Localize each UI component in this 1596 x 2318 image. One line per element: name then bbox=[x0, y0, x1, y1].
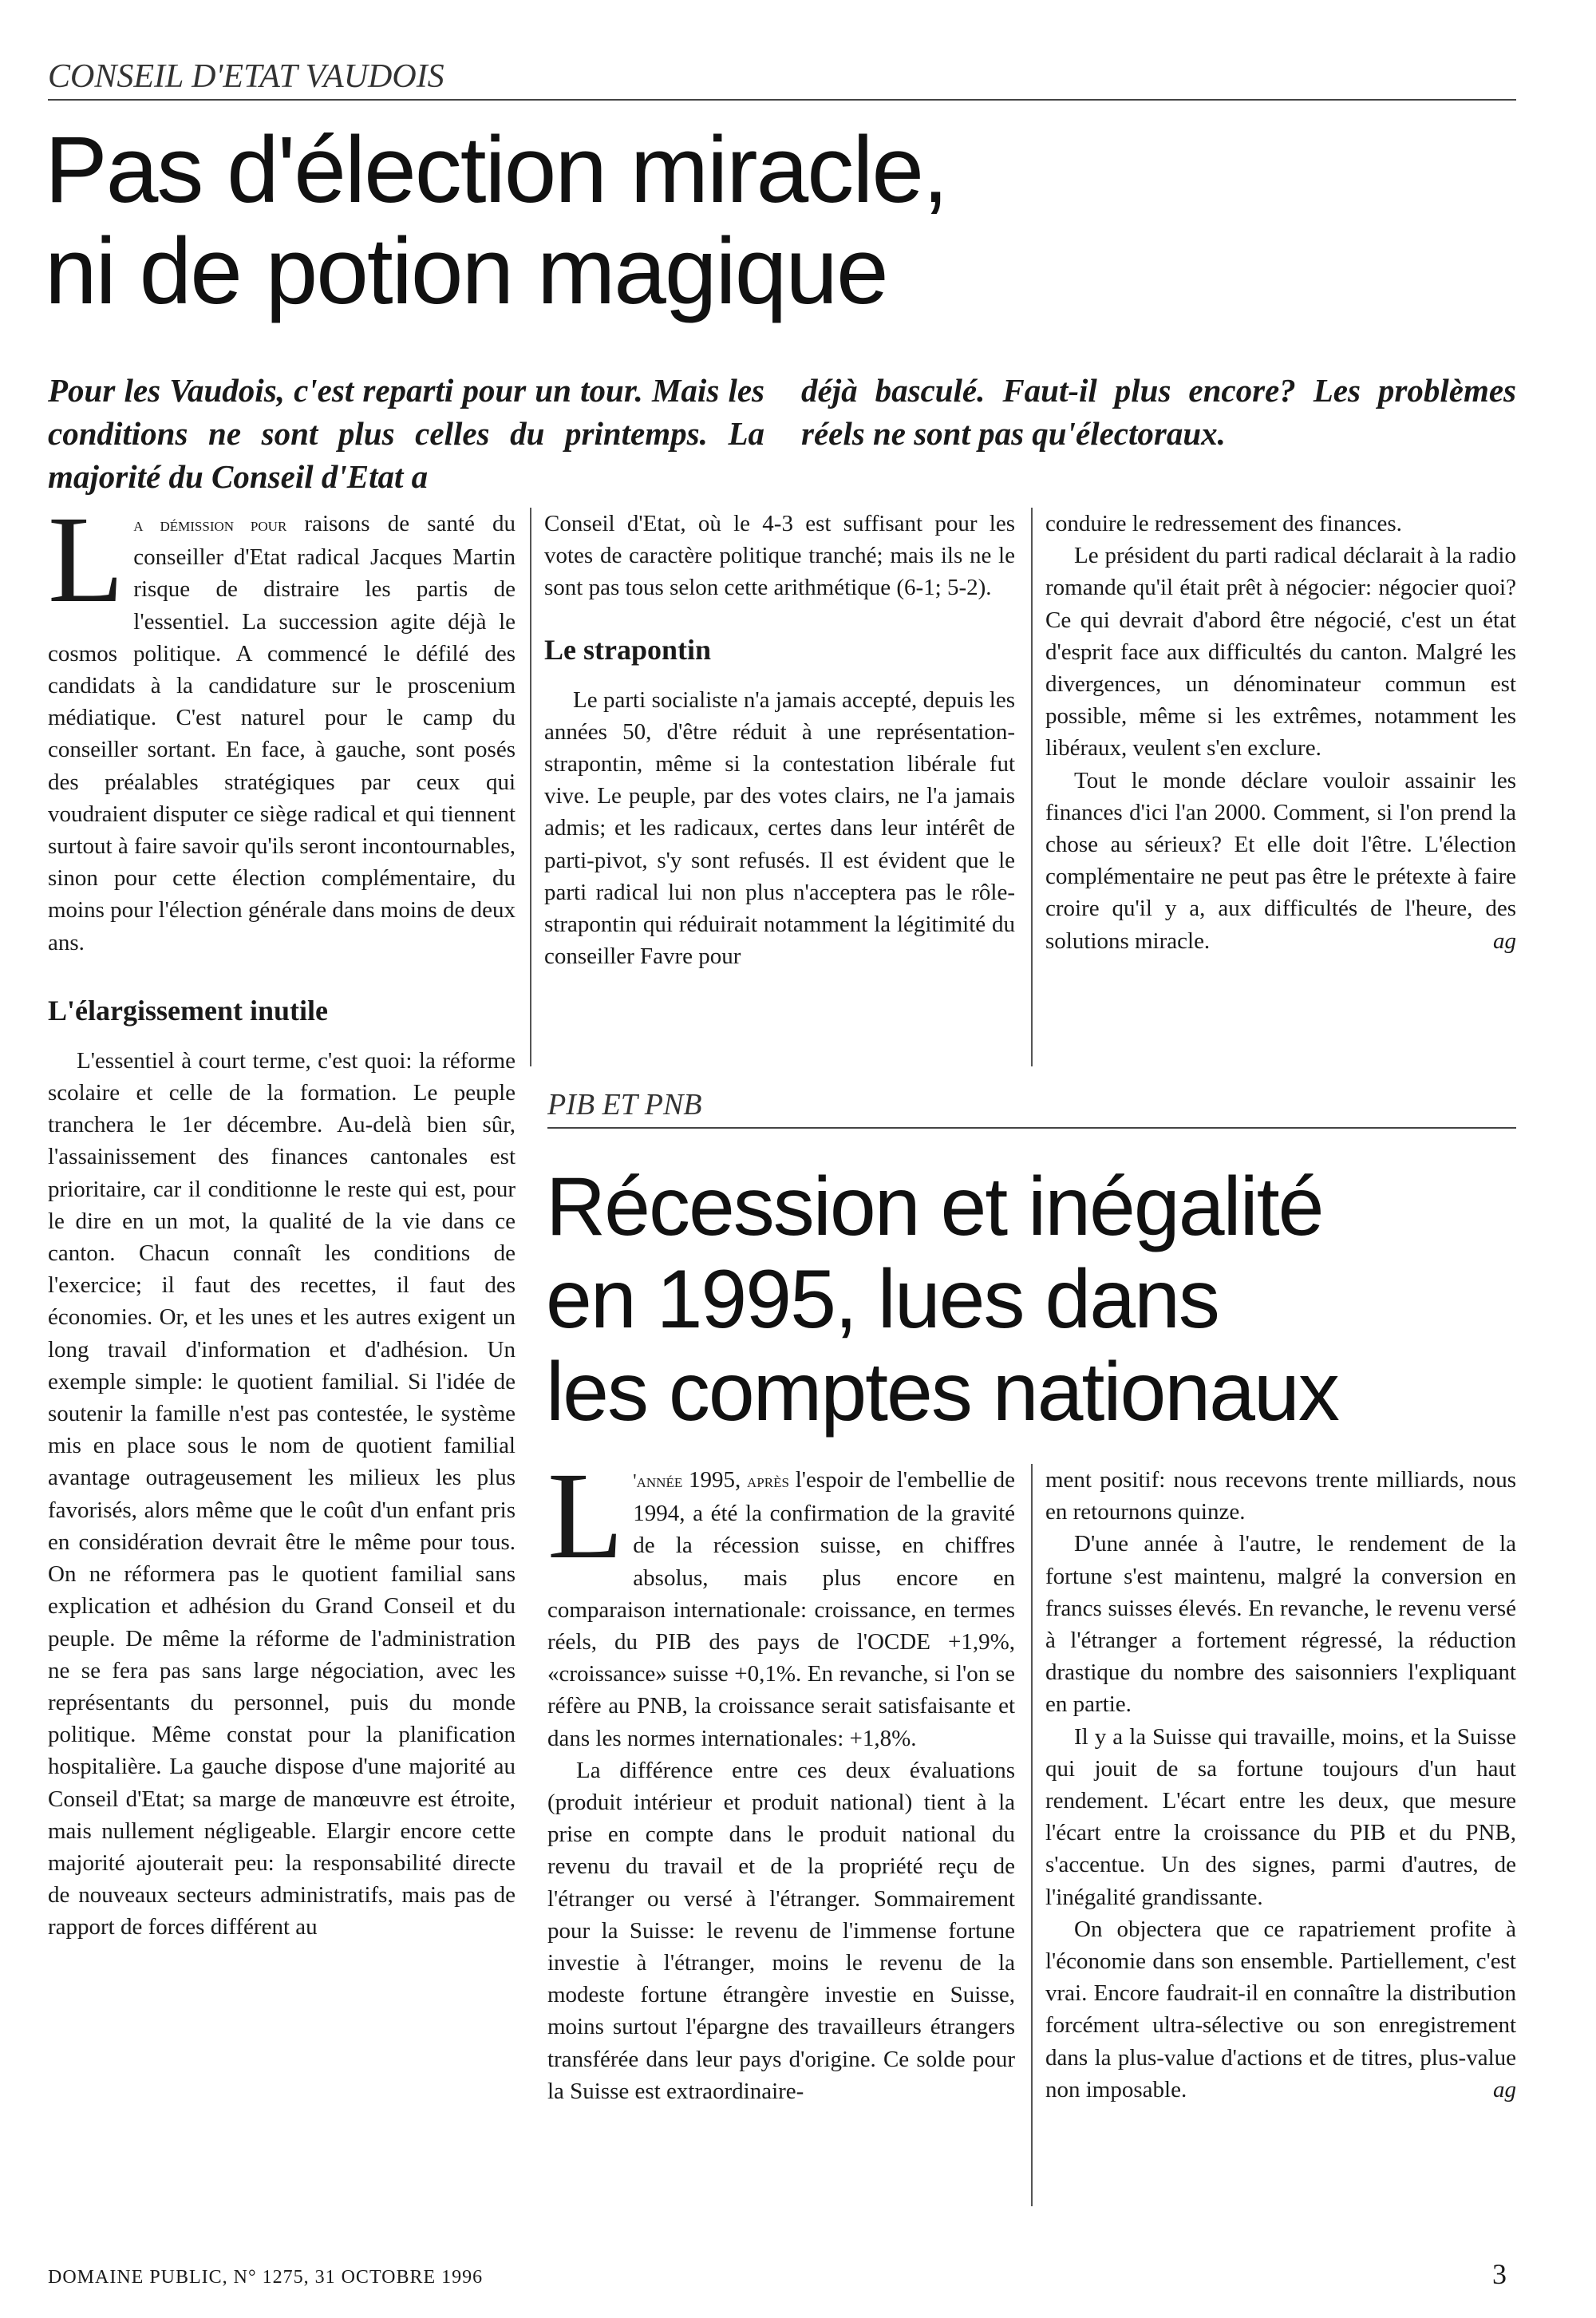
author-signature: ag bbox=[1493, 2076, 1516, 2102]
paragraph-text: l'espoir de l'embellie de 1994, a été la confirmation de la gravité de la récession suisse, en chiffres absolus, mais plus encore en comparaison internationale: croissance, en termes réels, du PIB des pays de l'OCDE +1,9%, «croissance» suisse +0,1%. En revanche, si l'on se réfère au PNB, la croissance serait satisfaisante et dans les normes internationales: +1,8%. bbox=[547, 1467, 1016, 1751]
column-divider bbox=[1031, 1464, 1033, 2206]
article2-col2-para2: D'une année à l'autre, le rendement de la fortune s'est maintenu, malgré la conversion en francs suisses élevés. En revanche, le revenu versé à l'étranger a fortement régressé, la réduction drastique du nombre des saisonniers l'expliquant en partie. bbox=[1045, 1531, 1516, 1718]
dropcap: L bbox=[547, 1446, 624, 1584]
article1-lead-right: déjà basculé. Faut-il plus encore? Les problèmes réels ne sont pas qu'électoraux. bbox=[801, 372, 1516, 452]
article1-col3-para1: conduire le redressement des finances. bbox=[1045, 511, 1402, 536]
article2-col1-para1 bbox=[547, 1446, 1016, 1754]
column-divider bbox=[530, 508, 531, 1066]
paragraph-text: raisons de santé du conseiller d'Etat radical Jacques Martin risque de distraire les partis de l'essentiel. La succession agite déjà le cosmos politique. A commencé le défilé des candidats à la candidature sur le proscenium médiatique. C'est naturel pour le camp du conseiller sortant. En face, à gauche, sont posés des préalables stratégiques par ceux qui voudraient disputer ce siège radical et qui tiennent surtout à faire savoir qu'ils seront incontournables, sinon pour cette élection complémentaire, du moins pour l'élection générale dans moins de deux ans. bbox=[48, 511, 516, 955]
lead-in-smallcaps: a démission pour bbox=[133, 515, 287, 536]
article2-col2-para4 bbox=[1045, 1913, 1516, 2106]
article1-lead-left: Pour les Vaudois, c'est reparti pour un tour. Mais les conditions ne sont plus celles du printemps. La majorité du Conseil d'Etat a bbox=[48, 372, 764, 495]
paragraph-text: Tout le monde déclare vouloir assainir les finances d'ici l'an 2000. Comment, si l'on prend la chose au sérieux? Et elle doit l'être. L'élection complémentaire ne peut pas être le prétexte à faire croire qu'il y a, aux difficultés de l'heure, des solutions miracle. bbox=[1045, 767, 1516, 954]
lead-in-smallcaps: après bbox=[747, 1471, 789, 1492]
article2-col2-para3: Il y a la Suisse qui travaille, moins, et la Suisse qui jouit de sa fortune toujours d'un haut rendement. L'écart entre les deux, que mesure l'écart entre la croissance du PIB et du PNB, s'accentue. Un des signes, parmi d'autres, de l'inégalité grandissante. bbox=[1045, 1723, 1516, 1910]
rubric-rule bbox=[48, 99, 1516, 101]
article1-title-line2: ni de potion magique bbox=[45, 219, 887, 325]
article2-column-1 bbox=[547, 1446, 1016, 2107]
article2-title-line2: en 1995, lues dans bbox=[546, 1253, 1219, 1346]
article2-column-2 bbox=[1045, 1464, 1516, 2106]
article1-col1-para2: L'essentiel à court terme, c'est quoi: la réforme scolaire et celle de la formation. Le peuple tranchera le 1er décembre. Au-delà bien sûr, l'assainissement des finances cantonales est prioritaire, car il conditionne le reste qui est, pour le dire en un mot, la qualité de la vie dans ce canton. Chacun connaît les conditions de l'exercice; il faut des recettes, il faut des économies. Or, et les unes et les autres exigent un long travail d'information et d'adhésion. Un exemple simple: le quotient familial. Si l'idée de soutenir la famille n'est pas contestée, le système mis en place sous le nom de quotient familial avantage outrageusement les milieux les plus favorisés, alors même que le coût d'un enfant pris en considération devrait être le même pour tous. On ne réformera pas le quotient familial sans explication et adhésion du Grand Conseil et du peuple. De même la réforme de l'administration ne se fera pas sans large négociation, avec les représentants du personnel, puis du monde politique. Même constat pour la planification hospitalière. La gauche dispose d'une majorité au Conseil d'Etat; sa marge de manœuvre est étroite, mais nullement négligeable. Elargir encore cette majorité ajouterait peu: la responsabilité directe de nouveaux secteurs administratifs, mais pas de rapport de forces différent au bbox=[48, 1047, 516, 1940]
dropcap: L bbox=[48, 490, 124, 628]
subheading-strapontin: Le strapontin bbox=[544, 633, 712, 666]
subheading-elargissement: L'élargissement inutile bbox=[48, 994, 328, 1026]
article2-title bbox=[546, 1161, 1516, 1438]
rubric-conseil-etat: CONSEIL D'ETAT VAUDOIS bbox=[48, 58, 444, 95]
rubric-rule bbox=[547, 1127, 1516, 1129]
article2-title-line1: Récession et inégalité bbox=[546, 1161, 1323, 1253]
article1-column-3 bbox=[1045, 508, 1516, 957]
paragraph-text: 1995, bbox=[682, 1467, 748, 1493]
author-signature: ag bbox=[1493, 928, 1516, 954]
article1-title-line1: Pas d'élection miracle, bbox=[45, 117, 947, 223]
column-divider bbox=[1031, 508, 1033, 1066]
page-number: 3 bbox=[1492, 2258, 1507, 2290]
article1-col2-para1: Conseil d'Etat, où le 4-3 est suffisant pour les votes de caractère politique tranché; mais ils ne le sont pas tous selon cette arithmétique (6-1; 5-2). bbox=[544, 511, 1015, 601]
rubric-pib-pnb: PIB ET PNB bbox=[547, 1088, 702, 1121]
article2-col2-para1: ment positif: nous recevons trente milliards, nous en retournons quinze. bbox=[1045, 1467, 1516, 1525]
article1-column-1 bbox=[48, 490, 516, 1944]
article1-col2-para2: Le parti socialiste n'a jamais accepté, depuis les années 50, d'être réduit à une représentation-strapontin, même si la contestation libérale fut vive. Le peuple, par des votes clairs, ne l'a jamais admis; et les radicaux, certes dans leur intérêt de parti-pivot, s'y sont refusés. Il est évident que le parti radical lui non plus n'acceptera pas le rôle-strapontin qui réduirait notamment la légitimité du conseiller Favre pour bbox=[544, 686, 1015, 970]
article1-col3-para2: Le président du parti radical déclarait à la radio romande qu'il était prêt à négocier: négocier quoi? Ce qui devrait d'abord être négocié, c'est un état d'esprit face aux difficultés du canton. Malgré les divergences, un dénominateur commun est possible, même si les extrêmes, notamment les libéraux, veulent s'en exclure. bbox=[1045, 543, 1516, 761]
lead-in-smallcaps: 'année bbox=[633, 1471, 683, 1492]
footer-publication: DOMAINE PUBLIC, N° 1275, 31 OCTOBRE 1996 bbox=[48, 2267, 484, 2288]
article1-title bbox=[45, 117, 1162, 325]
article1-col3-para3 bbox=[1045, 765, 1516, 957]
article2-title-line3: les comptes nationaux bbox=[546, 1346, 1338, 1438]
paragraph-text: On objectera que ce rapatriement profite à l'économie dans son ensemble. Partiellement, c'est vrai. Encore faudrait-il en connaître la distribution forcément ultra-sélective ou son enregistrement dans la plus-value d'actions et de titres, plus-value non imposable. bbox=[1045, 1916, 1516, 2102]
article1-col1-para1 bbox=[48, 490, 516, 959]
article1-column-2 bbox=[544, 508, 1015, 972]
article2-col1-para2: La différence entre ces deux évaluations (produit intérieur et produit national) tient à la prise en compte dans le produit national du revenu du travail et de la propriété reçu de l'étranger ou versé à l'étranger. Sommairement pour la Suisse: le revenu de l'immense fortune investie à l'étranger, moins le revenu de la modeste fortune étrangère investie en Suisse, moins surtout l'épargne des travailleurs étrangers transférée dans leur pays d'origine. Ce solde pour la Suisse est extraordinaire- bbox=[547, 1757, 1015, 2104]
